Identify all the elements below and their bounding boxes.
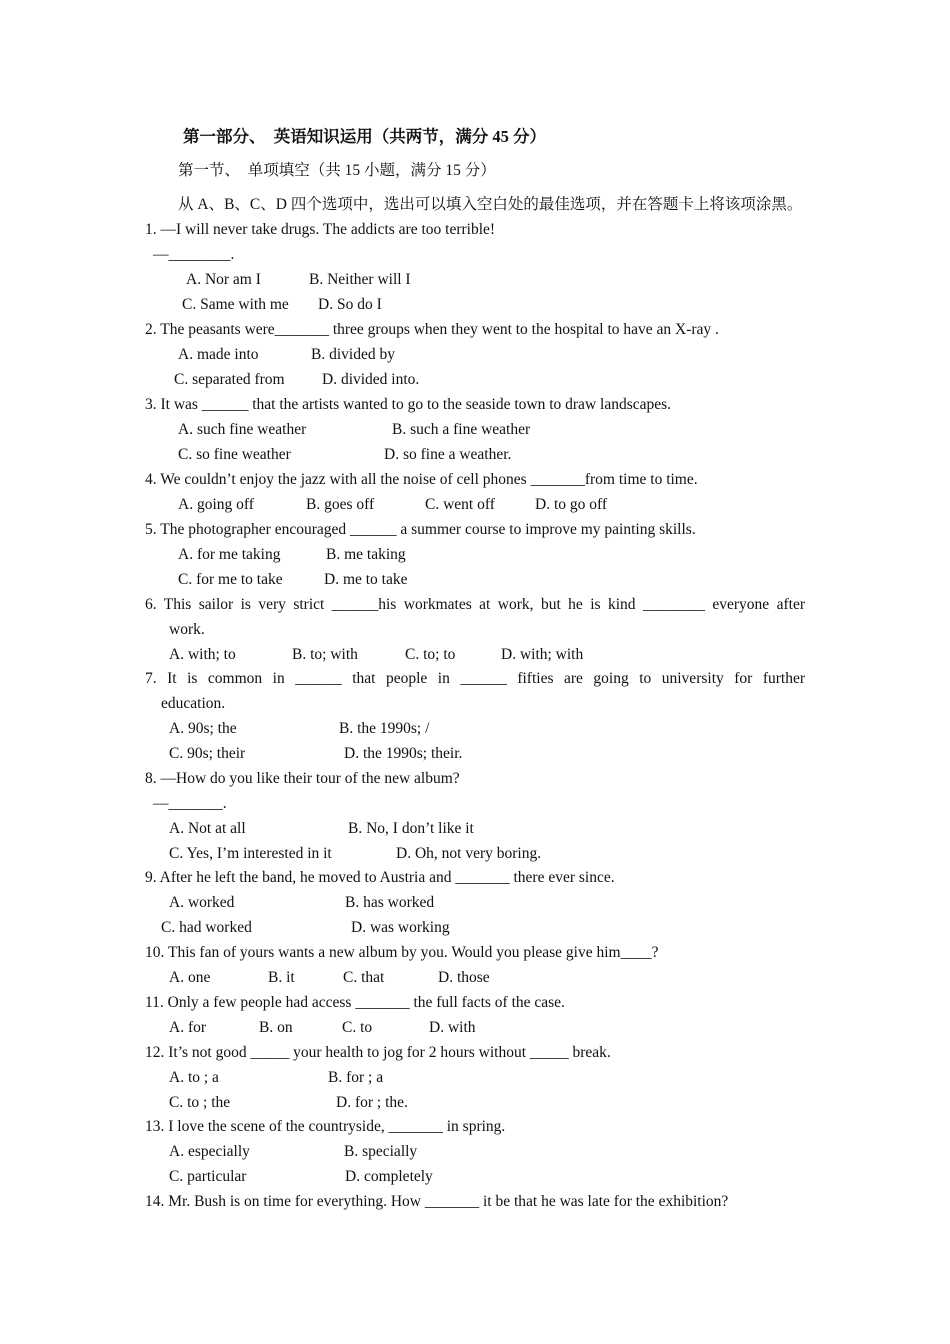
question-11-stem: 11. Only a few people had access _______ the full facts of the case. <box>145 994 565 1011</box>
question-13-stem: 13. I love the scene of the countryside, _______ in spring. <box>145 1118 506 1135</box>
question-1-option-d: D. So do I <box>318 296 382 313</box>
question-6-stem: 6. This sailor is very strict ______his workmates at work, but he is kind ________ everyone after <box>145 596 805 613</box>
question-6-stem-cont: work. <box>169 621 205 638</box>
question-3-option-c: C. so fine weather <box>178 446 291 463</box>
question-5-stem: 5. The photographer encouraged ______ a summer course to improve my painting skills. <box>145 521 696 538</box>
question-12-stem: 12. It’s not good _____ your health to jog for 2 hours without _____ break. <box>145 1044 611 1061</box>
question-14-stem: 14. Mr. Bush is on time for everything. How _______ it be that he was late for the exhibition? <box>145 1193 729 1210</box>
question-4-option-c: C. went off <box>425 496 495 513</box>
section-heading: 第一节、 单项填空（共 15 小题，满分 15 分） <box>178 162 496 179</box>
question-2-option-a: A. made into <box>178 346 259 363</box>
question-10-stem: 10. This fan of yours wants a new album by you. Would you please give him____? <box>145 944 659 961</box>
question-7-stem: 7. It is common in ______ that people in ______ fifties are going to university for further <box>145 670 805 687</box>
question-5-option-b: B. me taking <box>326 546 406 563</box>
question-11-option-c: C. to <box>342 1019 373 1036</box>
question-2-option-d: D. divided into. <box>322 371 420 388</box>
question-10-option-c: C. that <box>343 969 385 986</box>
question-5-option-d: D. me to take <box>324 571 408 588</box>
question-7-stem-cont: education. <box>161 695 226 712</box>
question-8-option-b: B. No, I don’t like it <box>348 820 474 837</box>
question-9-option-b: B. has worked <box>345 894 435 911</box>
question-8-stem-cont: —_______. <box>153 795 227 812</box>
question-1-option-a: A. Nor am I <box>186 271 261 288</box>
question-7-option-c: C. 90s; their <box>169 745 246 762</box>
question-4-stem: 4. We couldn’t enjoy the jazz with all the noise of cell phones _______from time to time. <box>145 471 698 488</box>
question-9-option-d: D. was working <box>351 919 450 936</box>
question-12-option-c: C. to ; the <box>169 1094 231 1111</box>
question-6-option-a: A. with; to <box>169 646 236 663</box>
question-6-option-c: C. to; to <box>405 646 456 663</box>
question-12-option-d: D. for ; the. <box>336 1094 408 1111</box>
question-12-option-a: A. to ; a <box>169 1069 219 1086</box>
question-3-option-b: B. such a fine weather <box>392 421 531 438</box>
question-7-option-b: B. the 1990s; / <box>339 720 430 737</box>
question-10-option-a: A. one <box>169 969 211 986</box>
question-1-option-c: C. Same with me <box>182 296 289 313</box>
question-2-option-b: B. divided by <box>311 346 395 363</box>
question-5-option-a: A. for me taking <box>178 546 281 563</box>
question-9-stem: 9. After he left the band, he moved to Austria and _______ there ever since. <box>145 869 615 886</box>
question-4-option-d: D. to go off <box>535 496 608 513</box>
question-7-option-a: A. 90s; the <box>169 720 237 737</box>
question-3-stem: 3. It was ______ that the artists wanted to go to the seaside town to draw landscapes. <box>145 396 672 413</box>
question-6-option-b: B. to; with <box>292 646 358 663</box>
question-13-option-c: C. particular <box>169 1168 247 1185</box>
question-11-option-a: A. for <box>169 1019 207 1036</box>
question-8-option-a: A. Not at all <box>169 820 246 837</box>
instructions: 从 A、B、C、D 四个选项中，选出可以填入空白处的最佳选项，并在答题卡上将该项涂黑。 <box>178 196 803 213</box>
question-8-stem: 8. —How do you like their tour of the new album? <box>145 770 460 787</box>
question-11-option-b: B. on <box>259 1019 293 1036</box>
question-11-option-d: D. with <box>429 1019 476 1036</box>
part-heading: 第一部分、 英语知识运用（共两节，满分 45 分） <box>183 127 546 146</box>
question-10-option-d: D. those <box>438 969 490 986</box>
question-12-option-b: B. for ; a <box>328 1069 384 1086</box>
question-5-option-c: C. for me to take <box>178 571 283 588</box>
question-1-stem-cont: —________. <box>153 246 235 263</box>
question-10-option-b: B. it <box>268 969 295 986</box>
question-9-option-c: C. had worked <box>161 919 252 936</box>
question-13-option-d: D. completely <box>345 1168 433 1185</box>
question-2-option-c: C. separated from <box>174 371 285 388</box>
question-6-option-d: D. with; with <box>501 646 584 663</box>
question-3-option-d: D. so fine a weather. <box>384 446 512 463</box>
question-4-option-b: B. goes off <box>306 496 375 513</box>
question-13-option-b: B. specially <box>344 1143 418 1160</box>
question-1-option-b: B. Neither will I <box>309 271 411 288</box>
question-13-option-a: A. especially <box>169 1143 250 1160</box>
question-9-option-a: A. worked <box>169 894 235 911</box>
question-7-option-d: D. the 1990s; their. <box>344 745 463 762</box>
question-1-stem: 1. —I will never take drugs. The addicts are too terrible! <box>145 221 496 238</box>
question-8-option-d: D. Oh, not very boring. <box>396 845 542 862</box>
question-8-option-c: C. Yes, I’m interested in it <box>169 845 332 862</box>
question-2-stem: 2. The peasants were_______ three groups when they went to the hospital to have an X-ray . <box>145 321 719 338</box>
question-4-option-a: A. going off <box>178 496 254 513</box>
question-3-option-a: A. such fine weather <box>178 421 307 438</box>
